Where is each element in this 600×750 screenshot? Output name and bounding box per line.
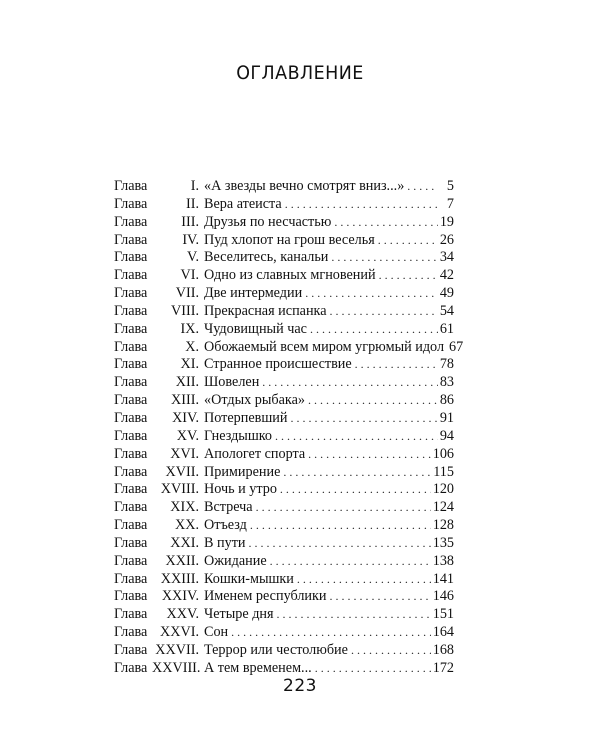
chapter-page: 164: [432, 624, 454, 641]
chapter-title: Апологет спорта: [204, 445, 306, 462]
dot-leader: [308, 446, 431, 464]
chapter-word: Глава: [114, 356, 148, 373]
chapter-title: Шовелен: [204, 374, 260, 391]
chapter-page: 135: [432, 534, 454, 551]
dot-leader: [315, 660, 431, 678]
chapter-number: XIX.: [170, 499, 199, 516]
chapter-title: Друзья по несчастью: [204, 213, 332, 230]
chapter-title: Террор или честолюбие: [204, 641, 348, 658]
chapter-word: Глава: [114, 338, 148, 355]
chapter-title: Одно из славных мгновений: [204, 267, 376, 284]
chapter-word: Глава: [114, 195, 148, 212]
dot-leader: [231, 624, 431, 642]
chapter-number: XIII.: [171, 392, 199, 409]
chapter-page: 54: [439, 302, 454, 319]
chapter-number: XVI.: [170, 445, 199, 462]
chapter-title: Прекрасная испанка: [204, 302, 327, 319]
chapter-title: Сон: [204, 624, 229, 641]
chapter-word: Глава: [114, 427, 148, 444]
toc-entry: [114, 446, 454, 464]
chapter-title: Ночь и утро: [204, 481, 277, 498]
chapter-word: Глава: [114, 552, 148, 569]
chapter-word: Глава: [114, 624, 148, 641]
chapter-number: XXVII.: [155, 641, 199, 658]
dot-leader: [285, 196, 438, 214]
chapter-word: Глава: [114, 374, 148, 391]
chapter-number: XXVI.: [159, 624, 199, 641]
toc-entry: [114, 606, 454, 624]
chapter-number: I.: [190, 178, 199, 194]
chapter-number: XVIII.: [160, 481, 199, 498]
chapter-number: XXVIII.: [152, 659, 201, 676]
chapter-word: Глава: [114, 409, 148, 426]
toc-entry: [114, 535, 454, 553]
chapter-page: 5: [446, 178, 454, 194]
chapter-page: 26: [439, 231, 454, 248]
chapter-number: XI.: [180, 356, 199, 373]
dot-leader: [330, 303, 438, 321]
chapter-word: Глава: [114, 659, 148, 676]
dot-leader: [351, 642, 431, 660]
chapter-number: VII.: [175, 285, 199, 302]
chapter-number: VIII.: [171, 302, 199, 319]
dot-leader: [297, 571, 431, 589]
chapter-page: 61: [439, 320, 454, 337]
chapter-number: XXIV.: [161, 588, 199, 605]
dot-leader: [308, 392, 438, 410]
chapter-number: XVII.: [165, 463, 199, 480]
chapter-title: «Отдых рыбака»: [204, 392, 305, 409]
chapter-title: Веселитесь, канальи: [204, 249, 329, 266]
chapter-word: Глава: [114, 213, 148, 230]
dot-leader: [275, 428, 438, 446]
toc-entry: [114, 588, 454, 606]
toc-entry: [114, 464, 454, 482]
chapter-title: Чудовищный час: [204, 320, 307, 337]
chapter-title: Обожаемый всем миром угрюмый идол: [204, 338, 445, 355]
chapter-page: 42: [439, 267, 454, 284]
chapter-word: Глава: [114, 285, 148, 302]
toc-entry: [114, 303, 454, 321]
chapter-title: Кошки-мышки: [204, 570, 294, 587]
chapter-number: XXII.: [165, 552, 199, 569]
chapter-page: 141: [432, 570, 454, 587]
dot-leader: [290, 410, 437, 428]
dot-leader: [407, 178, 438, 196]
chapter-word: Глава: [114, 534, 148, 551]
toc-entry: [114, 428, 454, 446]
chapter-title: Ожидание: [204, 552, 267, 569]
chapter-word: Глава: [114, 178, 148, 194]
chapter-title: Четыре дня: [204, 606, 274, 623]
chapter-word: Глава: [114, 231, 148, 248]
chapter-word: Глава: [114, 445, 148, 462]
chapter-word: Глава: [114, 267, 148, 284]
chapter-page: 106: [432, 445, 454, 462]
chapter-title: Встреча: [204, 499, 253, 516]
chapter-page: 49: [439, 285, 454, 302]
toc-entry: [114, 232, 454, 250]
toc-entry: [114, 178, 454, 196]
dot-leader: [330, 588, 431, 606]
chapter-page: 19: [439, 213, 454, 230]
chapter-page: 172: [432, 659, 454, 676]
chapter-title: В пути: [204, 534, 246, 551]
toc-entry: [114, 249, 454, 267]
dot-leader: [256, 499, 431, 517]
dot-leader: [277, 606, 431, 624]
chapter-page: 128: [432, 517, 454, 534]
chapter-word: Глава: [114, 570, 148, 587]
chapter-number: XXIII.: [160, 570, 199, 587]
chapter-page: 151: [432, 606, 454, 623]
toc-entry: [114, 392, 454, 410]
chapter-title: Вера атеиста: [204, 195, 282, 212]
toc-entry: [114, 642, 454, 660]
page-title: ОГЛАВЛЕНИЕ: [236, 62, 364, 84]
chapter-page: 124: [432, 499, 454, 516]
chapter-title: А тем временем...: [204, 659, 312, 676]
chapter-number: II.: [186, 195, 199, 212]
chapter-word: Глава: [114, 320, 148, 337]
chapter-title: Пуд хлопот на грош веселья: [204, 231, 375, 248]
toc-entry: [114, 338, 464, 357]
dot-leader: [331, 249, 437, 267]
dot-leader: [250, 517, 431, 535]
chapter-page: 34: [439, 249, 454, 266]
chapter-word: Глава: [114, 463, 148, 480]
dot-leader: [305, 285, 438, 303]
chapter-word: Глава: [114, 517, 148, 534]
chapter-number: X.: [185, 338, 199, 355]
dot-leader: [379, 267, 438, 285]
chapter-title: Гнездышко: [204, 427, 273, 444]
toc-entry: [114, 660, 454, 678]
chapter-page: 146: [432, 588, 454, 605]
toc-entry: [114, 571, 454, 589]
dot-leader: [310, 321, 438, 339]
toc-entry: [114, 481, 454, 499]
chapter-page: 7: [446, 195, 454, 212]
toc-entry: [114, 356, 454, 374]
dot-leader: [270, 553, 431, 571]
chapter-number: VI.: [180, 267, 199, 284]
dot-leader: [262, 374, 438, 392]
chapter-title: Две интермедии: [204, 285, 303, 302]
toc-entry: [114, 624, 454, 642]
chapter-title: Примирение: [204, 463, 281, 480]
table-of-contents: [114, 178, 464, 678]
chapter-word: Глава: [114, 606, 148, 623]
chapter-page: 168: [432, 641, 454, 658]
chapter-page: 120: [432, 481, 454, 498]
chapter-page: 138: [432, 552, 454, 569]
chapter-page: 67: [449, 338, 464, 355]
chapter-word: Глава: [114, 641, 148, 658]
chapter-number: XX.: [174, 517, 199, 534]
chapter-title: Странное происшествие: [204, 356, 352, 373]
chapter-page: 83: [439, 374, 454, 391]
toc-entry: [114, 285, 454, 303]
chapter-page: 78: [439, 356, 454, 373]
chapter-word: Глава: [114, 481, 148, 498]
dot-leader: [280, 481, 431, 499]
chapter-number: XXV.: [166, 606, 199, 623]
chapter-title: Потерпевший: [204, 409, 288, 426]
dot-leader: [378, 232, 438, 250]
chapter-number: XII.: [175, 374, 199, 391]
chapter-number: XV.: [176, 427, 199, 444]
chapter-title: Отъезд: [204, 517, 247, 534]
toc-entry: [114, 321, 454, 339]
chapter-number: IV.: [182, 231, 199, 248]
chapter-word: Глава: [114, 392, 148, 409]
chapter-page: 91: [439, 409, 454, 426]
chapter-number: V.: [187, 249, 199, 266]
toc-entry: [114, 553, 454, 571]
chapter-page: 115: [433, 463, 454, 480]
toc-entry: [114, 267, 454, 285]
chapter-page: 86: [439, 392, 454, 409]
chapter-word: Глава: [114, 588, 148, 605]
chapter-number: III.: [181, 213, 199, 230]
toc-entry: [114, 517, 454, 535]
toc-entry: [114, 410, 454, 428]
toc-entry: [114, 196, 454, 214]
chapter-page: 94: [439, 427, 454, 444]
dot-leader: [355, 356, 438, 374]
toc-entry: [114, 374, 454, 392]
dot-leader: [283, 464, 431, 482]
chapter-word: Глава: [114, 249, 148, 266]
page-number: 223: [283, 676, 317, 696]
chapter-word: Глава: [114, 302, 148, 319]
dot-leader: [249, 535, 431, 553]
chapter-title: «А звезды вечно смотрят вниз...»: [204, 178, 405, 194]
chapter-number: XXI.: [170, 534, 199, 551]
chapter-number: XIV.: [172, 409, 199, 426]
toc-entry: [114, 499, 454, 517]
toc-entry: [114, 214, 454, 232]
chapter-title: Именем республики: [204, 588, 327, 605]
chapter-number: IX.: [180, 320, 199, 337]
chapter-word: Глава: [114, 499, 148, 516]
dot-leader: [334, 214, 437, 232]
